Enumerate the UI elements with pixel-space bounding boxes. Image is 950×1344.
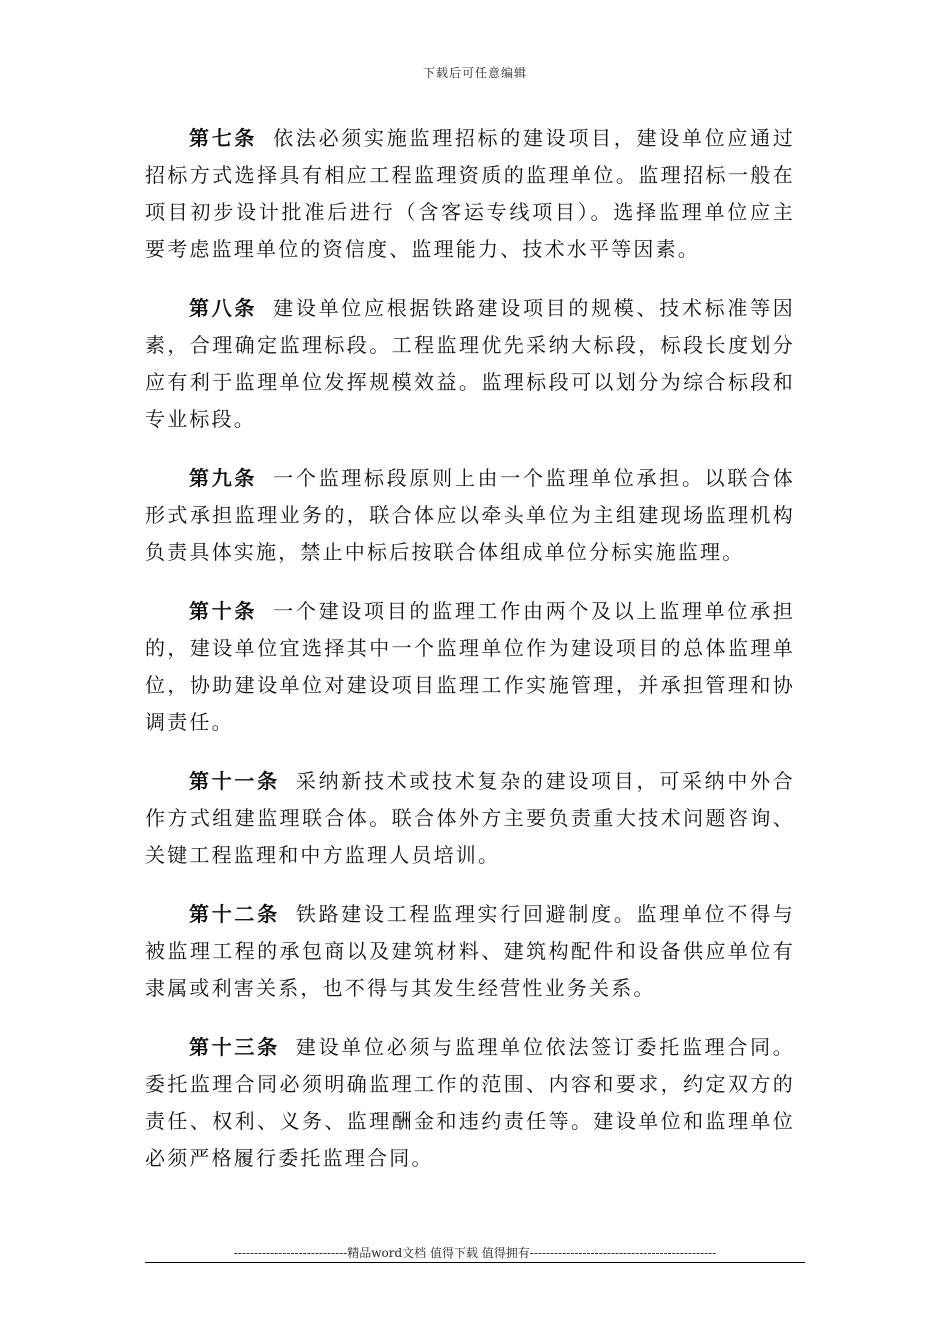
article-title: 第十二条 — [189, 902, 280, 926]
article-body: 一个建设项目的监理工作由两个及以上监理单位承担的，建设单位宜选择其中一个监理单位作为建设项目的总体监理单位，协助建设单位对建设项目监理工作实施管理，并承担管理和协调责任。 — [145, 599, 795, 734]
footer-divider — [145, 1262, 805, 1263]
article-8 — [145, 290, 795, 438]
article-body: 建设单位必须与监理单位依法签订委托监理合同。委托监理合同必须明确监理工作的范围、内容和要求，约定双方的责任、权利、义务、监理酬金和违约责任等。建设单位和监理单位必须严格履行委托监理合同。 — [145, 1035, 795, 1170]
article-title: 第八条 — [189, 296, 258, 320]
article-title: 第七条 — [189, 126, 258, 150]
article-12 — [145, 896, 795, 1007]
article-body: 建设单位应根据铁路建设项目的规模、技术标准等因素，合理确定监理标段。工程监理优先采纳大标段，标段长度划分应有利于监理单位发挥规模效益。监理标段可以划分为综合标段和专业标段。 — [145, 296, 795, 431]
article-7 — [145, 120, 795, 268]
article-title: 第十一条 — [189, 769, 280, 793]
article-title: 第十条 — [189, 599, 258, 623]
article-13 — [145, 1029, 795, 1177]
article-body: 铁路建设工程监理实行回避制度。监理单位不得与被监理工程的承包商以及建筑材料、建筑构配件和设备供应单位有隶属或利害关系，也不得与其发生经营性业务关系。 — [145, 902, 795, 1000]
article-title: 第九条 — [189, 466, 258, 490]
article-body: 采纳新技术或技术复杂的建设项目，可采纳中外合作方式组建监理联合体。联合体外方主要负责重大技术问题咨询、关键工程监理和中方监理人员培训。 — [145, 769, 795, 867]
article-body: 依法必须实施监理招标的建设项目，建设单位应通过招标方式选择具有相应工程监理资质的监理单位。监理招标一般在项目初步设计批准后进行（含客运专线项目）。选择监理单位应主要考虑监理单位的资信度、监理能力、技术水平等因素。 — [145, 126, 795, 261]
page-header: 下载后可任意编辑 — [422, 66, 527, 80]
page-footer: ----------------------------精品word文档 值得下载 值得拥有---------------------------------------------- — [233, 1246, 717, 1260]
document-body — [145, 120, 795, 1199]
article-body: 一个监理标段原则上由一个监理单位承担。以联合体形式承担监理业务的，联合体应以牵头单位为主组建现场监理机构负责具体实施，禁止中标后按联合体组成单位分标实施监理。 — [145, 466, 795, 564]
article-9 — [145, 460, 795, 571]
article-11 — [145, 763, 795, 874]
article-title: 第十三条 — [189, 1035, 280, 1059]
article-10 — [145, 593, 795, 741]
